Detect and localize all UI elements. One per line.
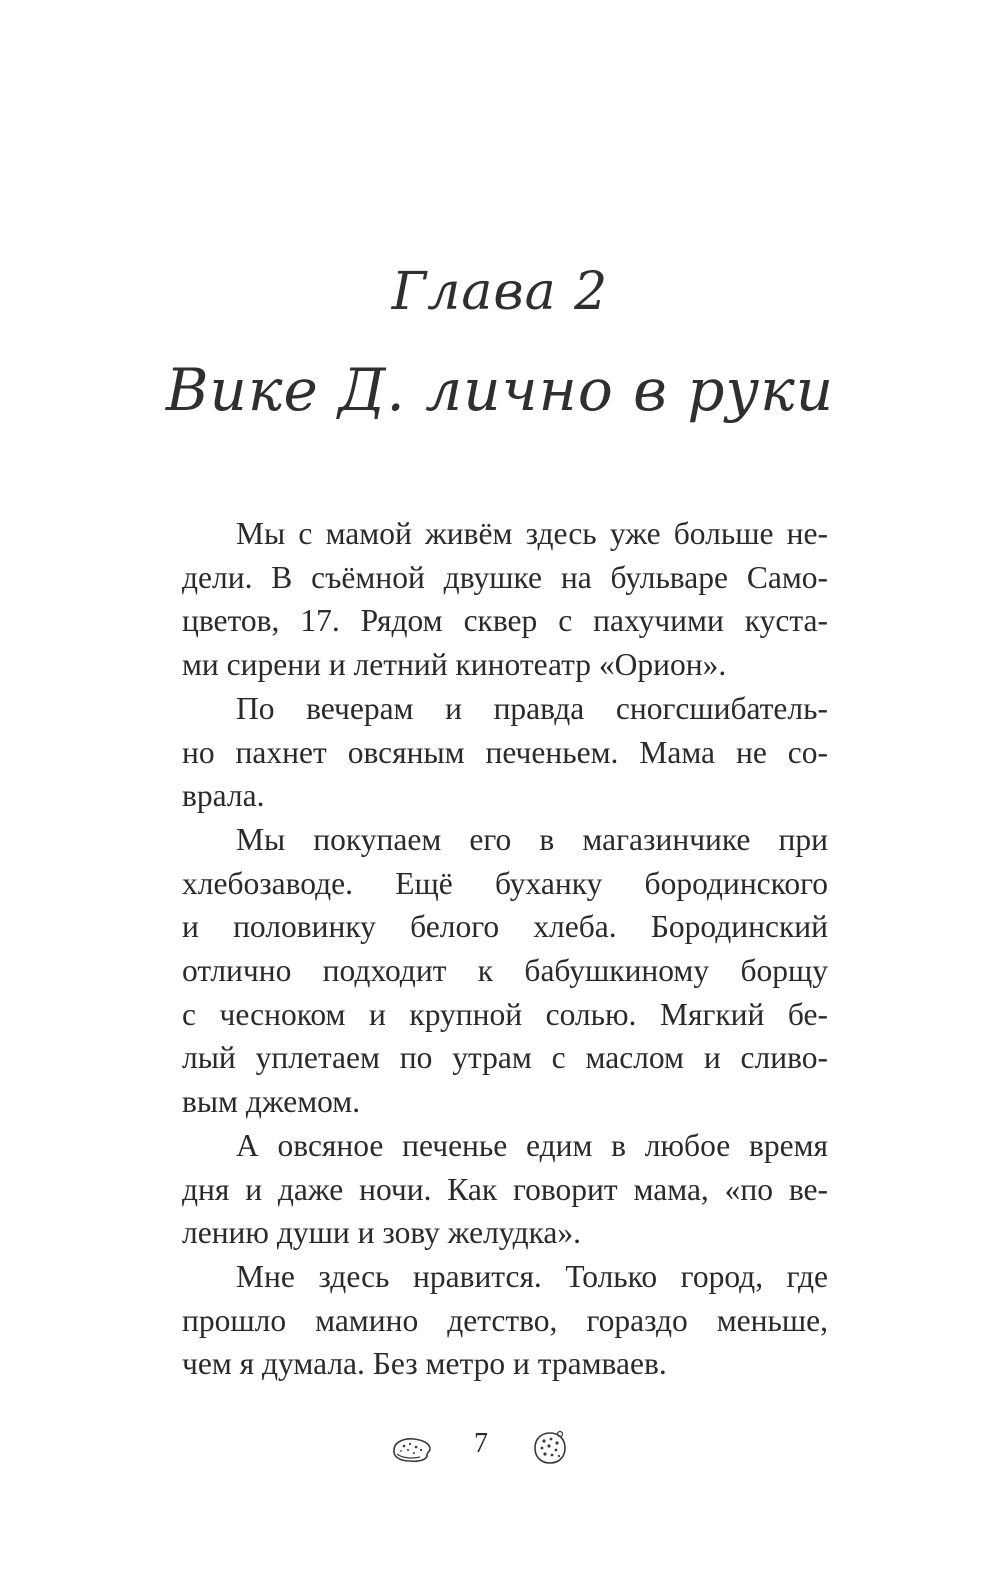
text-line: и половинку белого хлеба. Бородинский xyxy=(182,909,828,945)
text-line: хлебозаводе. Ещё буханку бородинского xyxy=(182,865,828,901)
page-number: 7 xyxy=(474,1428,488,1459)
page-footer xyxy=(0,1428,1000,1468)
text-line: Мы с мамой живём здесь уже больше не- xyxy=(236,516,828,551)
text-line: чем я думала. Без метро и трамваев. xyxy=(182,1346,667,1382)
paragraph-2 xyxy=(128,687,828,818)
text-line: лый уплетаем по утрам с маслом и сливо- xyxy=(182,1040,828,1076)
text-line: А овсяное печенье едим в любое время xyxy=(236,1127,828,1163)
text-line: лению души и зову желудка». xyxy=(182,1215,582,1251)
bitten-cookie-icon xyxy=(388,1434,436,1471)
chapter-number: Глава 2 xyxy=(391,262,609,322)
text-line: отлично подходит к бабушкиному борщу xyxy=(182,953,828,989)
text-line: ми сирени и летний кинотеатр «Орион». xyxy=(182,647,727,683)
text-line: Мы покупаем его в магазинчике при xyxy=(236,821,828,857)
text-line: По вечерам и правда сногсшибатель- xyxy=(236,690,828,726)
text-line: дня и даже ночи. Как говорит мама, «по ве- xyxy=(182,1171,828,1207)
text-line: вым джемом. xyxy=(182,1084,361,1120)
text-line: врала. xyxy=(182,778,265,814)
body-text xyxy=(128,512,828,1386)
text-line: Мне здесь нравится. Только город, где xyxy=(236,1258,828,1294)
text-line: дели. В съёмной двушке на бульваре Само- xyxy=(182,559,828,595)
text-line: цветов, 17. Рядом сквер с пахучими куста- xyxy=(182,603,828,639)
chapter-title: Вике Д. лично в руки xyxy=(165,356,835,424)
text-line: с чесноком и крупной солью. Мягкий бе- xyxy=(182,996,828,1032)
text-line: прошло мамино детство, гораздо меньше, xyxy=(182,1302,828,1338)
text-line: но пахнет овсяным печеньем. Мама не со- xyxy=(182,734,828,770)
paragraph-5 xyxy=(128,1255,828,1386)
paragraph-1 xyxy=(128,512,828,687)
chocolate-chip-cookie-icon xyxy=(530,1428,570,1473)
paragraph-4 xyxy=(128,1124,828,1255)
paragraph-3 xyxy=(128,818,828,1124)
